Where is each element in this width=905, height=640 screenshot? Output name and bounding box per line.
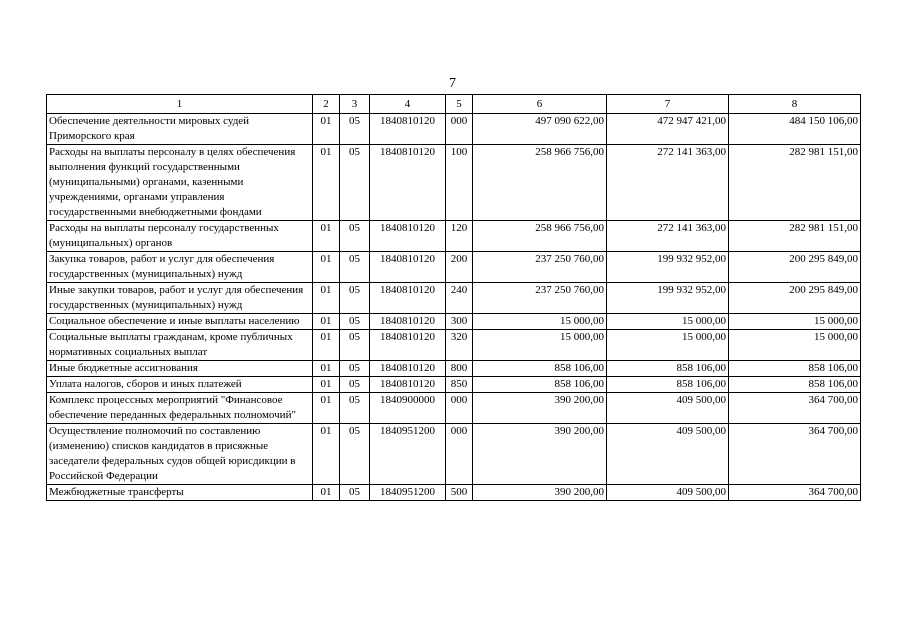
subsection-code: 05 <box>340 330 370 361</box>
section-code: 01 <box>313 114 340 145</box>
row-name: Иные закупки товаров, работ и услуг для обеспечения государственных (муниципальных) нужд <box>47 283 313 314</box>
subsection-code: 05 <box>340 283 370 314</box>
section-code: 01 <box>313 283 340 314</box>
table-row <box>47 393 861 424</box>
target-article-code: 1840810120 <box>370 221 446 252</box>
amount-col8: 364 700,00 <box>729 424 861 485</box>
table-row <box>47 377 861 393</box>
amount-col6: 258 966 756,00 <box>473 145 607 221</box>
amount-col6: 497 090 622,00 <box>473 114 607 145</box>
amount-col6: 858 106,00 <box>473 361 607 377</box>
amount-col7: 472 947 421,00 <box>607 114 729 145</box>
section-code: 01 <box>313 252 340 283</box>
amount-col6: 390 200,00 <box>473 393 607 424</box>
amount-col7: 272 141 363,00 <box>607 145 729 221</box>
table-row <box>47 283 861 314</box>
amount-col7: 409 500,00 <box>607 485 729 501</box>
amount-col7: 272 141 363,00 <box>607 221 729 252</box>
section-code: 01 <box>313 393 340 424</box>
subsection-code: 05 <box>340 377 370 393</box>
table-row <box>47 114 861 145</box>
expense-type-code: 800 <box>446 361 473 377</box>
expense-type-code: 320 <box>446 330 473 361</box>
section-code: 01 <box>313 330 340 361</box>
amount-col6: 237 250 760,00 <box>473 283 607 314</box>
amount-col7: 409 500,00 <box>607 393 729 424</box>
target-article-code: 1840810120 <box>370 377 446 393</box>
row-name: Обеспечение деятельности мировых судей Приморского края <box>47 114 313 145</box>
header-cell-7: 7 <box>607 95 729 114</box>
row-name: Расходы на выплаты персоналу в целях обеспечения выполнения функций государственными (муниципальными) органами, казенными учреждениями, органами управления государственными внебюджетными фондами <box>47 145 313 221</box>
subsection-code: 05 <box>340 314 370 330</box>
table-row <box>47 361 861 377</box>
table-row <box>47 485 861 501</box>
amount-col8: 858 106,00 <box>729 361 861 377</box>
subsection-code: 05 <box>340 485 370 501</box>
amount-col8: 282 981 151,00 <box>729 221 861 252</box>
amount-col8: 282 981 151,00 <box>729 145 861 221</box>
subsection-code: 05 <box>340 361 370 377</box>
expense-type-code: 850 <box>446 377 473 393</box>
amount-col7: 409 500,00 <box>607 424 729 485</box>
amount-col8: 15 000,00 <box>729 314 861 330</box>
section-code: 01 <box>313 424 340 485</box>
expense-type-code: 500 <box>446 485 473 501</box>
row-name: Социальные выплаты гражданам, кроме публичных нормативных социальных выплат <box>47 330 313 361</box>
amount-col7: 858 106,00 <box>607 361 729 377</box>
table-row <box>47 252 861 283</box>
amount-col8: 364 700,00 <box>729 393 861 424</box>
section-code: 01 <box>313 145 340 221</box>
section-code: 01 <box>313 485 340 501</box>
subsection-code: 05 <box>340 114 370 145</box>
amount-col7: 15 000,00 <box>607 314 729 330</box>
subsection-code: 05 <box>340 393 370 424</box>
target-article-code: 1840810120 <box>370 252 446 283</box>
amount-col7: 15 000,00 <box>607 330 729 361</box>
amount-col8: 15 000,00 <box>729 330 861 361</box>
table-row <box>47 424 861 485</box>
amount-col6: 390 200,00 <box>473 424 607 485</box>
section-code: 01 <box>313 377 340 393</box>
expense-type-code: 300 <box>446 314 473 330</box>
header-row <box>47 95 861 114</box>
target-article-code: 1840810120 <box>370 145 446 221</box>
expense-type-code: 200 <box>446 252 473 283</box>
row-name: Закупка товаров, работ и услуг для обеспечения государственных (муниципальных) нужд <box>47 252 313 283</box>
target-article-code: 1840810120 <box>370 114 446 145</box>
header-cell-6: 6 <box>473 95 607 114</box>
section-code: 01 <box>313 221 340 252</box>
target-article-code: 1840810120 <box>370 361 446 377</box>
table-row <box>47 314 861 330</box>
amount-col6: 15 000,00 <box>473 314 607 330</box>
header-cell-2: 2 <box>313 95 340 114</box>
budget-table <box>46 94 861 501</box>
subsection-code: 05 <box>340 145 370 221</box>
amount-col8: 484 150 106,00 <box>729 114 861 145</box>
row-name: Осуществление полномочий по составлению (изменению) списков кандидатов в присяжные заседатели федеральных судов общей юрисдикции в Российской Федерации <box>47 424 313 485</box>
amount-col8: 364 700,00 <box>729 485 861 501</box>
amount-col6: 237 250 760,00 <box>473 252 607 283</box>
amount-col6: 858 106,00 <box>473 377 607 393</box>
target-article-code: 1840810120 <box>370 314 446 330</box>
header-cell-3: 3 <box>340 95 370 114</box>
amount-col7: 199 932 952,00 <box>607 283 729 314</box>
amount-col7: 858 106,00 <box>607 377 729 393</box>
amount-col6: 15 000,00 <box>473 330 607 361</box>
row-name: Комплекс процессных мероприятий "Финансовое обеспечение переданных федеральных полномочий" <box>47 393 313 424</box>
table-row <box>47 145 861 221</box>
expense-type-code: 120 <box>446 221 473 252</box>
section-code: 01 <box>313 314 340 330</box>
target-article-code: 1840810120 <box>370 283 446 314</box>
expense-type-code: 000 <box>446 393 473 424</box>
row-name: Уплата налогов, сборов и иных платежей <box>47 377 313 393</box>
target-article-code: 1840900000 <box>370 393 446 424</box>
section-code: 01 <box>313 361 340 377</box>
table-row <box>47 221 861 252</box>
header-cell-5: 5 <box>446 95 473 114</box>
amount-col8: 200 295 849,00 <box>729 283 861 314</box>
amount-col6: 258 966 756,00 <box>473 221 607 252</box>
amount-col8: 200 295 849,00 <box>729 252 861 283</box>
row-name: Межбюджетные трансферты <box>47 485 313 501</box>
subsection-code: 05 <box>340 221 370 252</box>
expense-type-code: 000 <box>446 114 473 145</box>
table-row <box>47 330 861 361</box>
subsection-code: 05 <box>340 424 370 485</box>
header-cell-1: 1 <box>47 95 313 114</box>
expense-type-code: 240 <box>446 283 473 314</box>
header-cell-8: 8 <box>729 95 861 114</box>
page-number: 7 <box>449 76 456 91</box>
row-name: Социальное обеспечение и иные выплаты населению <box>47 314 313 330</box>
subsection-code: 05 <box>340 252 370 283</box>
amount-col6: 390 200,00 <box>473 485 607 501</box>
target-article-code: 1840951200 <box>370 485 446 501</box>
header-cell-4: 4 <box>370 95 446 114</box>
row-name: Расходы на выплаты персоналу государственных (муниципальных) органов <box>47 221 313 252</box>
target-article-code: 1840810120 <box>370 330 446 361</box>
row-name: Иные бюджетные ассигнования <box>47 361 313 377</box>
amount-col8: 858 106,00 <box>729 377 861 393</box>
expense-type-code: 100 <box>446 145 473 221</box>
target-article-code: 1840951200 <box>370 424 446 485</box>
expense-type-code: 000 <box>446 424 473 485</box>
amount-col7: 199 932 952,00 <box>607 252 729 283</box>
